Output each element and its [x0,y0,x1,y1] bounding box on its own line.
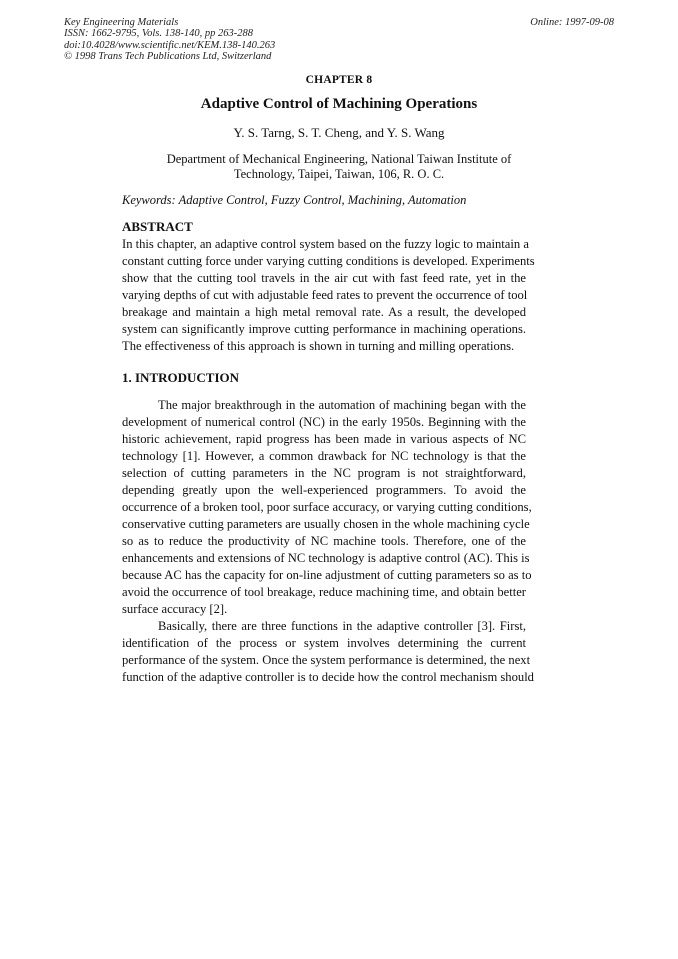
text-line: avoid the occurrence of tool breakage, reduce machining time, and obtain better [122,585,526,599]
text-line: Basically, there are three functions in the adaptive controller [3]. First, [158,619,526,633]
affiliation [0,152,678,182]
text-line: show that the cutting tool travels in the air cut with fast feed rate, yet in the [122,271,526,285]
paper-title: Adaptive Control of Machining Operations [200,96,478,112]
issn-line: ISSN: 1662-9795, Vols. 138-140, pp 263-288 [64,28,253,40]
text-line: varying depths of cut with adjustable feed rates to prevent the occurrence of tool [122,288,528,302]
journal-header [64,17,275,63]
text-line: so as to reduce the productivity of NC machine tools. Therefore, one of the [122,534,526,548]
online-date: Online: 1997-09-08 [530,17,614,28]
text-line: breakage and maintain a high metal removal rate. As a result, the developed [122,305,526,319]
abstract-heading: ABSTRACT [122,219,193,234]
text-line: historic achievement, rapid progress has been made in various aspects of NC [122,432,526,446]
author-list: Y. S. Tarng, S. T. Cheng, and Y. S. Wang [233,125,445,140]
text-line: because AC has the capacity for on-line adjustment of cutting parameters so as to [122,568,532,582]
text-line: constant cutting force under varying cutting conditions is developed. Experiments [122,254,535,268]
journal-name: Key Engineering Materials [64,17,179,28]
chapter-label: CHAPTER 8 [305,74,373,86]
affiliation-line-2: Technology, Taipei, Taiwan, 106, R. O. C. [233,167,445,181]
text-line: occurrence of a broken tool, poor surface accuracy, or varying cutting conditions, [122,500,532,514]
affiliation-line-1: Department of Mechanical Engineering, National Taiwan Institute of [166,152,512,166]
copyright-line: © 1998 Trans Tech Publications Ltd, Switzerland [64,51,272,63]
text-line: identification of the process or system involves determining the current [122,636,526,650]
text-line: enhancements and extensions of NC technology is adaptive control (AC). This is [122,551,530,565]
introduction-body [122,397,534,686]
text-line: function of the adaptive controller is to decide how the control mechanism should [122,670,534,684]
text-line: system can significantly improve cutting performance in machining operations. [122,322,526,336]
keywords: Keywords: Adaptive Control, Fuzzy Control, Machining, Automation [122,193,467,207]
text-line: The effectiveness of this approach is shown in turning and milling operations. [122,339,515,353]
text-line: technology [1]. However, a common drawback for NC technology is that the [122,449,526,463]
doi-line: doi:10.4028/www.scientific.net/KEM.138-140.263 [64,39,276,51]
text-line: development of numerical control (NC) in the early 1950s. Beginning with the [122,415,526,429]
text-line: The major breakthrough in the automation of machining began with the [158,398,526,412]
text-line: In this chapter, an adaptive control system based on the fuzzy logic to maintain a [122,237,529,251]
text-line: conservative cutting parameters are usually chosen in the whole machining cycle [122,517,530,531]
text-line: performance of the system. Once the system performance is determined, the next [122,653,531,667]
text-line: surface accuracy [2]. [122,602,228,616]
introduction-heading: 1. INTRODUCTION [122,370,240,385]
text-line: selection of cutting parameters in the NC program is not straightforward, [122,466,526,480]
abstract-body [122,236,535,355]
text-line: depending greatly upon the well-experienced programmers. To avoid the [122,483,526,497]
